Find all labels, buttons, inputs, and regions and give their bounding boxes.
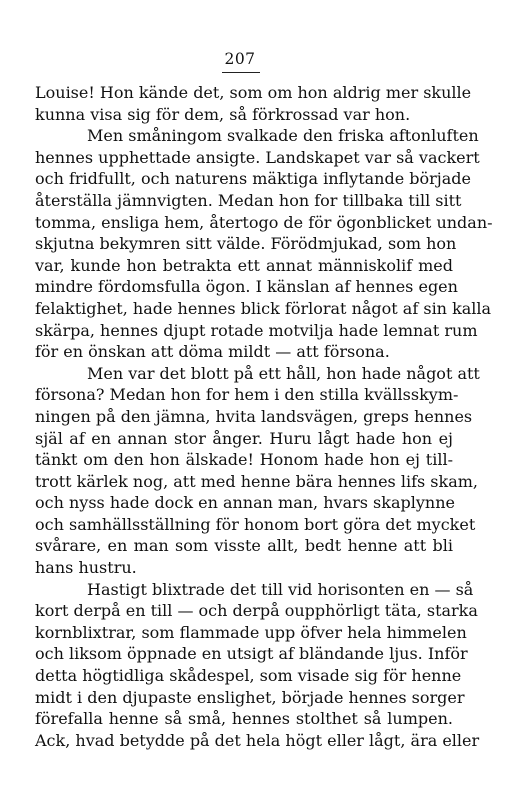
text-line: mindre fördomsfulla ögon. I känslan af hennes egen	[35, 277, 458, 297]
text-line: Ack, hvad betydde på det hela högt eller lågt, ära eller	[35, 730, 480, 750]
text-line: för en önskan att döma mildt — att försona.	[35, 342, 390, 362]
text-line: och fridfullt, och naturens mäktiga inflytande började	[35, 169, 472, 189]
text-line: kort derpå en till — och derpå oupphörligt täta, starka	[35, 601, 478, 621]
text-line: svårare, en man som visste allt, bedt henne att bli	[35, 536, 453, 556]
text-line: återställa jämnvigten. Medan hon for tillbaka till sitt	[35, 190, 462, 210]
text-line: Men småningom svalkade den friska aftonluften	[87, 126, 479, 146]
page-number: 207	[224, 50, 256, 68]
text-line: tomma, ensliga hem, återtogo de för ögonblicket undan-	[35, 212, 493, 232]
body-text	[35, 82, 493, 751]
text-line: och samhällsställning för honom bort göra det mycket	[35, 514, 476, 534]
text-line: ningen på den jämna, hvita landsvägen, greps hennes	[35, 406, 473, 426]
text-line: försona? Medan hon for hem i den stilla kvällsskym-	[35, 385, 459, 405]
text-line: trott kärlek nog, att med henne bära hennes lifs skam,	[35, 471, 479, 491]
text-line: själ af en annan stor ånger. Huru lågt hade hon ej	[35, 428, 453, 448]
text-line: och liksom öppnade en utsigt af bländande ljus. Inför	[35, 644, 468, 664]
text-line: kornblixtrar, som flammade upp öfver hela himmelen	[35, 622, 467, 642]
text-line: hennes upphettade ansigte. Landskapet var så vackert	[35, 147, 480, 167]
text-line: tänkt om den hon älskade! Honom hade hon ej till-	[35, 450, 453, 470]
text-line: var, kunde hon betrakta ett annat människolif med	[35, 255, 453, 275]
text-line: förefalla henne så små, hennes stolthet så lumpen.	[35, 709, 453, 729]
text-line: Louise! Hon kände det, som om hon aldrig mer skulle	[35, 83, 472, 102]
page-number-rule	[222, 72, 260, 73]
text-line: och nyss hade dock en annan man, hvars skaplynne	[35, 493, 455, 513]
text-line: kunna visa sig för dem, så förkrossad var hon.	[35, 104, 411, 124]
text-line: Men var det blott på ett håll, hon hade något att	[87, 363, 480, 383]
text-line: hans hustru.	[35, 558, 137, 578]
text-line: midt i den djupaste enslighet, började hennes sorger	[35, 687, 465, 707]
text-line: skärpa, hennes djupt rotade motvilja hade lemnat rum	[35, 320, 478, 340]
text-line: Hastigt blixtrade det till vid horisonten en — så	[87, 579, 474, 599]
text-line: felaktighet, hade hennes blick förlorat något af sin kalla	[35, 298, 492, 318]
text-line: skjutna bekymren sitt välde. Förödmjukad, som hon	[35, 234, 457, 254]
text-line: detta högtidliga skådespel, som visade sig för henne	[35, 666, 462, 686]
